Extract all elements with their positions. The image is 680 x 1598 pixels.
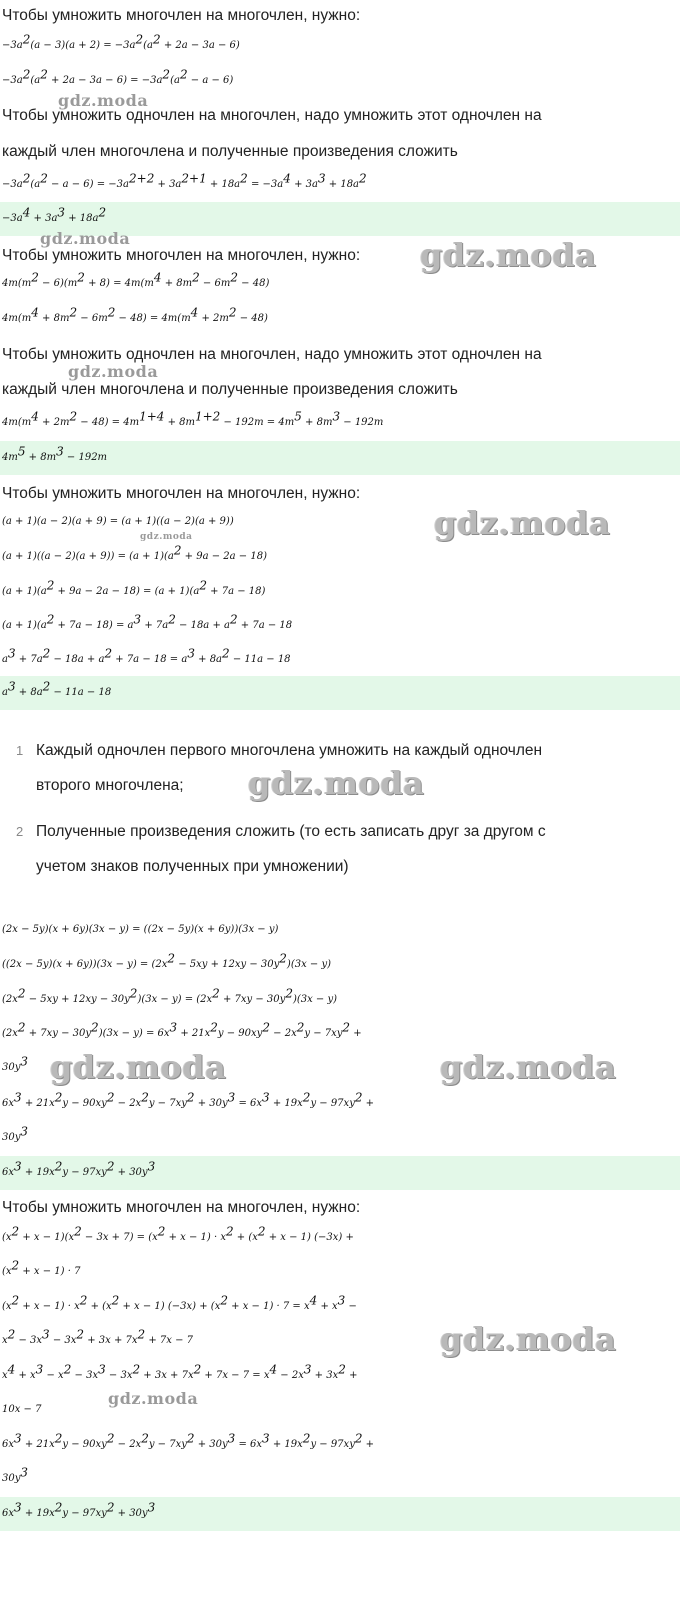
math-line: $6x^3 + 21x^2y - 90xy^2 - 2x^2y - 7xy^2 + 30y^3 = 6x^3 + 19x^2y - 97xy^2$ + (2, 1090, 375, 1109)
math-line: $x^2 - 3x^3 - 3x^2 + 3x + 7x^2 + 7x - 7$ (2, 1327, 194, 1346)
list-item-text: учетом знаков полученных при умножении) (36, 858, 349, 875)
math-line: $-3a^2(a^2 + 2a - 3a - 6) = -3a^2(a^2 - a - 6)$ (2, 67, 234, 86)
list-number: 1 (16, 743, 24, 758)
math-line: $6x^3 + 21x^2y - 90xy^2 - 2x^2y - 7xy^2 + 30y^3 = 6x^3 + 19x^2y - 97xy^2$ + (2, 1431, 375, 1450)
watermark: gdz.moda (108, 1389, 199, 1408)
rule-text: Чтобы умножить одночлен на многочлен, надо умножить этот одночлен на (2, 346, 542, 363)
math-line: $4m(m^2 - 6)(m^2 + 8) = 4m(m^4 + 8m^2 - 6m^2 - 48)$ (2, 270, 270, 289)
list-item-text: Полученные произведения сложить (то есть записать друг за другом с (36, 823, 546, 840)
math-line: (a + 1)(a − 2)(a + 9) = (a + 1)((a − 2)(a + 9)) (2, 516, 234, 527)
list-number: 2 (16, 824, 24, 839)
watermark: gdz.moda (440, 1320, 617, 1358)
math-line: (2x − 5y)(x + 6y)(3x − y) = ((2x − 5y)(x + 6y))(3x − y) (2, 924, 279, 935)
math-line: $(2x^2 + 7xy - 30y^2)(3x - y) = 6x^3 + 21x^2y - 90xy^2 - 2x^2y - 7xy^2$ + (2, 1020, 362, 1039)
math-line: $30y^3$ (2, 1465, 29, 1484)
math-line: $x^4 + x^3 - x^2 - 3x^3 - 3x^2 + 3x + 7x^2 + 7x - 7 = x^4 - 2x^3 + 3x^2$ + (2, 1362, 358, 1381)
math-line: $(a + 1)(a^2 + 7a - 18) = a^3 + 7a^2 - 18a + a^2 + 7a - 18$ (2, 612, 293, 631)
math-line: $(x^2 + x - 1) \cdot 7$ (2, 1258, 81, 1277)
math-line: 10x − 7 (2, 1404, 42, 1415)
rule-text: Чтобы умножить многочлен на многочлен, нужно: (2, 247, 361, 264)
math-line: $-3a^2(a^2 - a - 6) = -3a^{2+2} + 3a^{2+1} + 18a^2 = -3a^4 + 3a^3 + 18a^2$ (2, 171, 367, 190)
math-line: $(2x^2 - 5xy + 12xy - 30y^2)(3x - y) = (2x^2 + 7xy - 30y^2)(3x - y)$ (2, 986, 338, 1005)
list-item-text: Каждый одночлен первого многочлена умножить на каждый одночлен (36, 742, 543, 759)
rule-text: Чтобы умножить одночлен на многочлен, надо умножить этот одночлен на (2, 107, 542, 124)
list-item-text: второго многочлена; (36, 777, 184, 794)
watermark: gdz.moda (50, 1048, 227, 1086)
math-line: $30y^3$ (2, 1054, 29, 1073)
watermark: gdz.moda (248, 764, 425, 802)
watermark: gdz.moda (440, 1048, 617, 1086)
rule-text: Чтобы умножить многочлен на многочлен, нужно: (2, 1199, 361, 1216)
math-line: $(x^2 + x - 1)(x^2 - 3x + 7) = (x^2 + x - 1) \cdot x^2 + (x^2 + x - 1) (-3x)$ + (2, 1224, 354, 1243)
watermark: gdz.moda (58, 91, 149, 110)
math-line: $4m(m^4 + 2m^2 - 48) = 4m^{1+4} + 8m^{1+2} - 192m = 4m^5 + 8m^3 - 192m$ (2, 409, 384, 428)
answer-line: $4m^5 + 8m^3 - 192m$ (2, 444, 108, 463)
math-line: $(x^2 + x - 1) \cdot x^2 + (x^2 + x - 1) (-3x) + (x^2 + x - 1) \cdot 7 = x^4 + x^3$ − (2, 1293, 357, 1312)
math-line: $-3a^2(a - 3)(a + 2) = -3a^2(a^2 + 2a - 3a - 6)$ (2, 32, 240, 51)
watermark: gdz.moda (68, 362, 159, 381)
rule-text: Чтобы умножить многочлен на многочлен, нужно: (2, 7, 361, 24)
answer-line: $6x^3 + 19x^2y - 97xy^2 + 30y^3$ (2, 1500, 156, 1519)
watermark: gdz.moda (140, 532, 193, 542)
watermark: gdz.moda (40, 229, 131, 248)
answer-line: $-3a^4 + 3a^3 + 18a^2$ (2, 205, 107, 224)
math-line: $(a + 1)(a^2 + 9a - 2a - 18) = (a + 1)(a^2 + 7a - 18)$ (2, 578, 266, 597)
rule-text: каждый член многочлена и полученные произведения сложить (2, 143, 458, 160)
math-line: $30y^3$ (2, 1124, 29, 1143)
rule-text: Чтобы умножить многочлен на многочлен, нужно: (2, 485, 361, 502)
watermark: gdz.moda (434, 504, 611, 542)
answer-line: $6x^3 + 19x^2y - 97xy^2 + 30y^3$ (2, 1159, 156, 1178)
watermark: gdz.moda (420, 236, 597, 274)
math-line: $4m(m^4 + 8m^2 - 6m^2 - 48) = 4m(m^4 + 2m^2 - 48)$ (2, 305, 268, 324)
math-line: $(a + 1)((a - 2)(a + 9)) = (a + 1)(a^2 + 9a - 2a - 18)$ (2, 543, 267, 562)
math-line: $a^3 + 7a^2 - 18a + a^2 + 7a - 18 = a^3 + 8a^2 - 11a - 18$ (2, 646, 291, 665)
answer-line: $a^3 + 8a^2 - 11a - 18$ (2, 679, 112, 698)
math-line: $((2x - 5y)(x + 6y))(3x - y) = (2x^2 - 5xy + 12xy - 30y^2)(3x - y)$ (2, 951, 332, 970)
rule-text: каждый член многочлена и полученные произведения сложить (2, 381, 458, 398)
